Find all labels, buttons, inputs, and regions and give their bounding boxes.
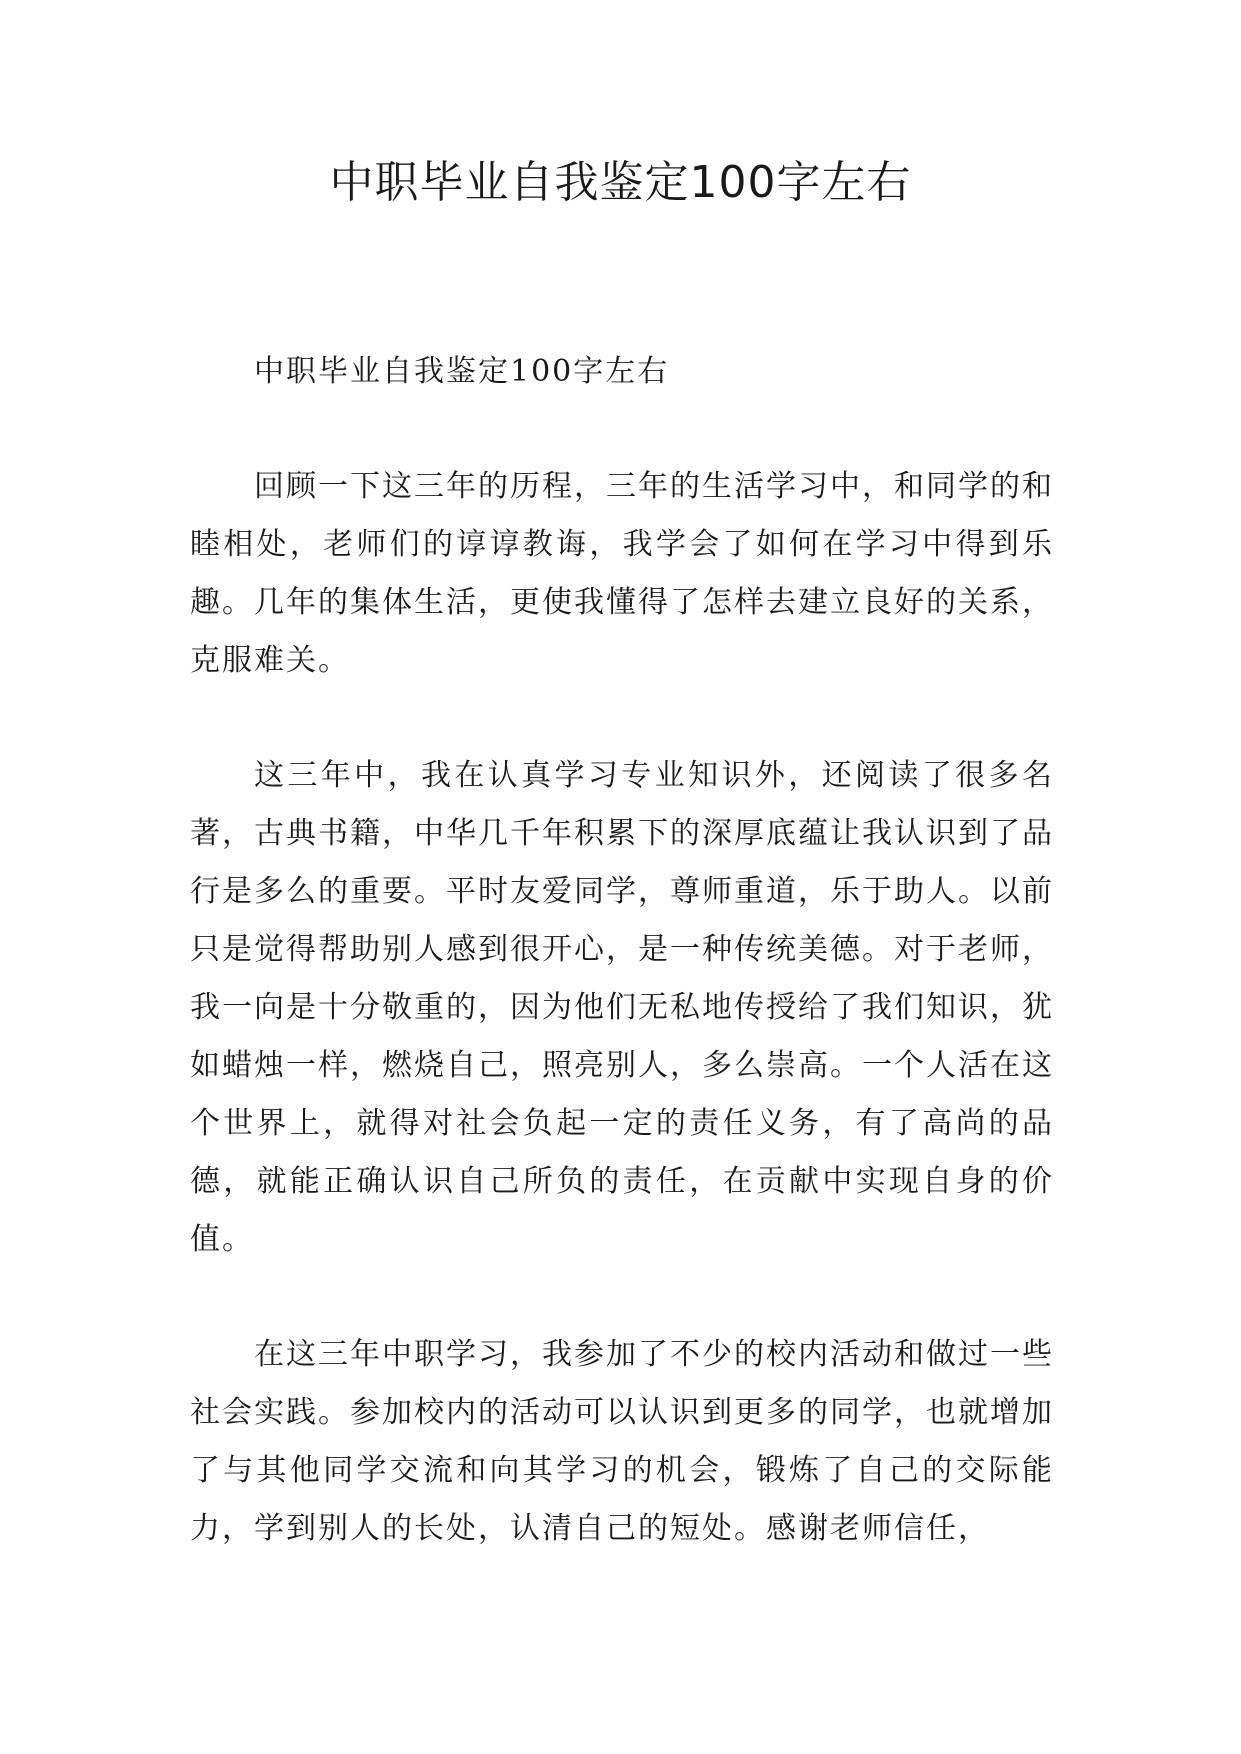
paragraph-3: 在这三年中职学习，我参加了不少的校内活动和做过一些社会实践。参加校内的活动可以认识到更多的同学，也就增加了与其他同学交流和向其学习的机会，锻炼了自己的交际能力，学到别人的长处，认清自己的短处。感谢老师信任， xyxy=(190,1337,1054,1546)
paragraph-2: 这三年中，我在认真学习专业知识外，还阅读了很多名著，古典书籍，中华几千年积累下的深厚底蕴让我认识到了品行是多么的重要。平时友爱同学，尊师重道，乐于助人。以前只是觉得帮助别人感到很开心，是一种传统美德。对于老师，我一向是十分敬重的，因为他们无私地传授给了我们知识，犹如蜡烛一样，燃烧自己，照亮别人，多么崇高。一个人活在这个世界上，就得对社会负起一定的责任义务，有了高尚的品德，就能正确认识自己所负的责任，在贡献中实现自身的价值。 xyxy=(190,758,1054,1257)
document-subtitle: 中职毕业自我鉴定100字左右 xyxy=(254,354,670,389)
document-title: 中职毕业自我鉴定100字左右 xyxy=(329,157,912,208)
document-body xyxy=(190,343,1054,1615)
paragraph-1: 回顾一下这三年的历程，三年的生活学习中，和同学的和睦相处，老师们的谆谆教诲，我学会了如何在学习中得到乐趣。几年的集体生活，更使我懂得了怎样去建立良好的关系，克服难关。 xyxy=(190,469,1054,678)
